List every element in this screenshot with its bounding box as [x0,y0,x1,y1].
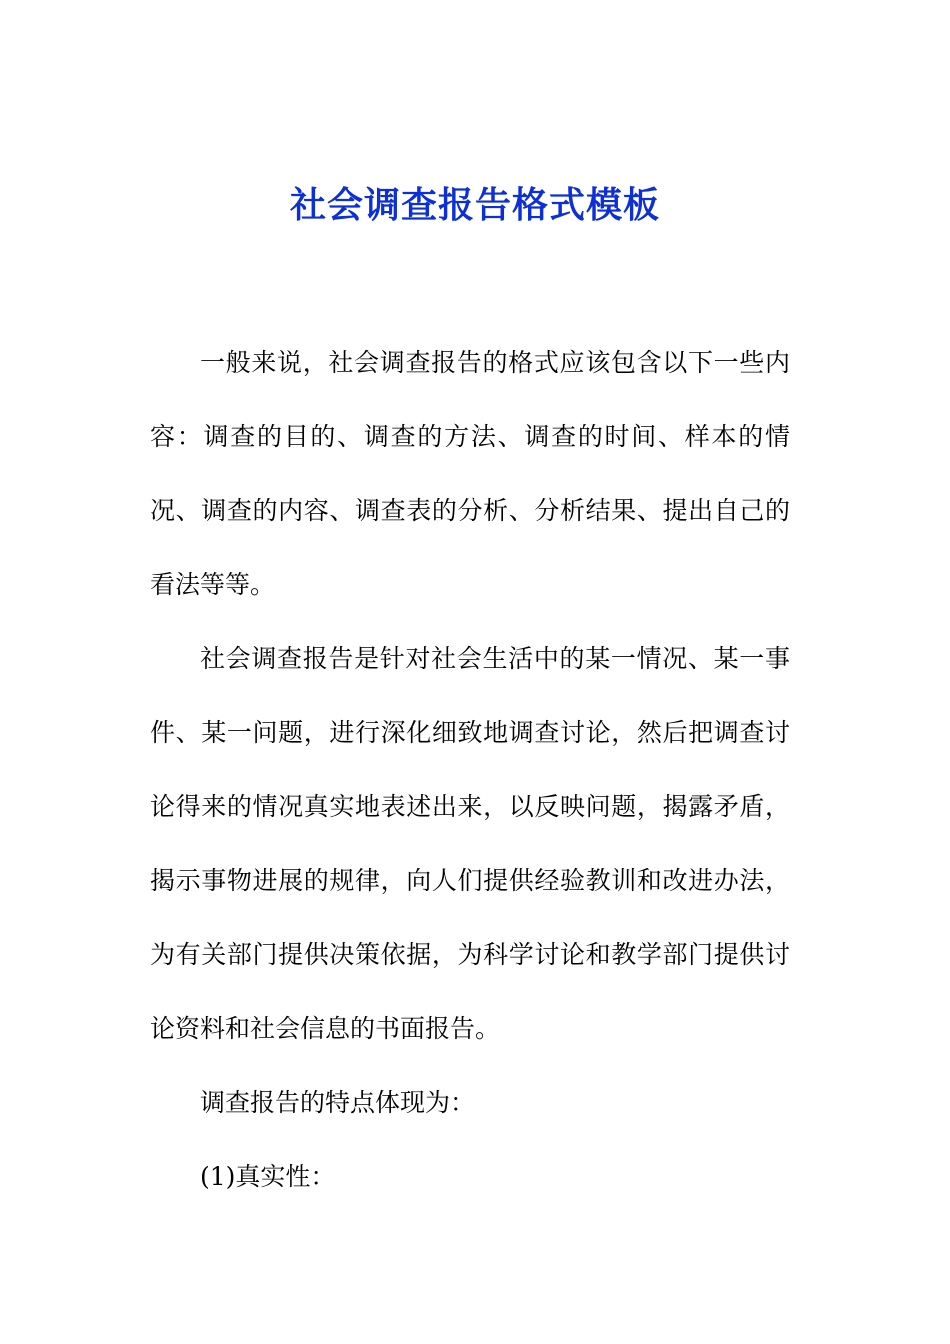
document-body [150,326,790,1214]
paragraph-definition: 社会调查报告是针对社会生活中的某一情况、某一事件、某一问题，进行深化细致地调查讨论，然后把调查讨论得来的情况真实地表述出来，以反映问题，揭露矛盾，揭示事物进展的规律，向人们提供经验教训和改进办法，为有关部门提供决策依据，为科学讨论和教学部门提供讨论资料和社会信息的书面报告。 [150,644,790,1043]
document-title: 社会调查报告格式模板 [289,184,660,226]
paragraph-format-contents: 一般来说，社会调查报告的格式应该包含以下一些内容：调查的目的、调查的方法、调查的时间、样本的情况、调查的内容、调查表的分析、分析结果、提出自己的看法等等。 [150,348,790,599]
paragraph-features-intro: 调查报告的特点体现为： [200,1088,476,1117]
paragraph-authenticity: (1)真实性： [200,1162,336,1191]
